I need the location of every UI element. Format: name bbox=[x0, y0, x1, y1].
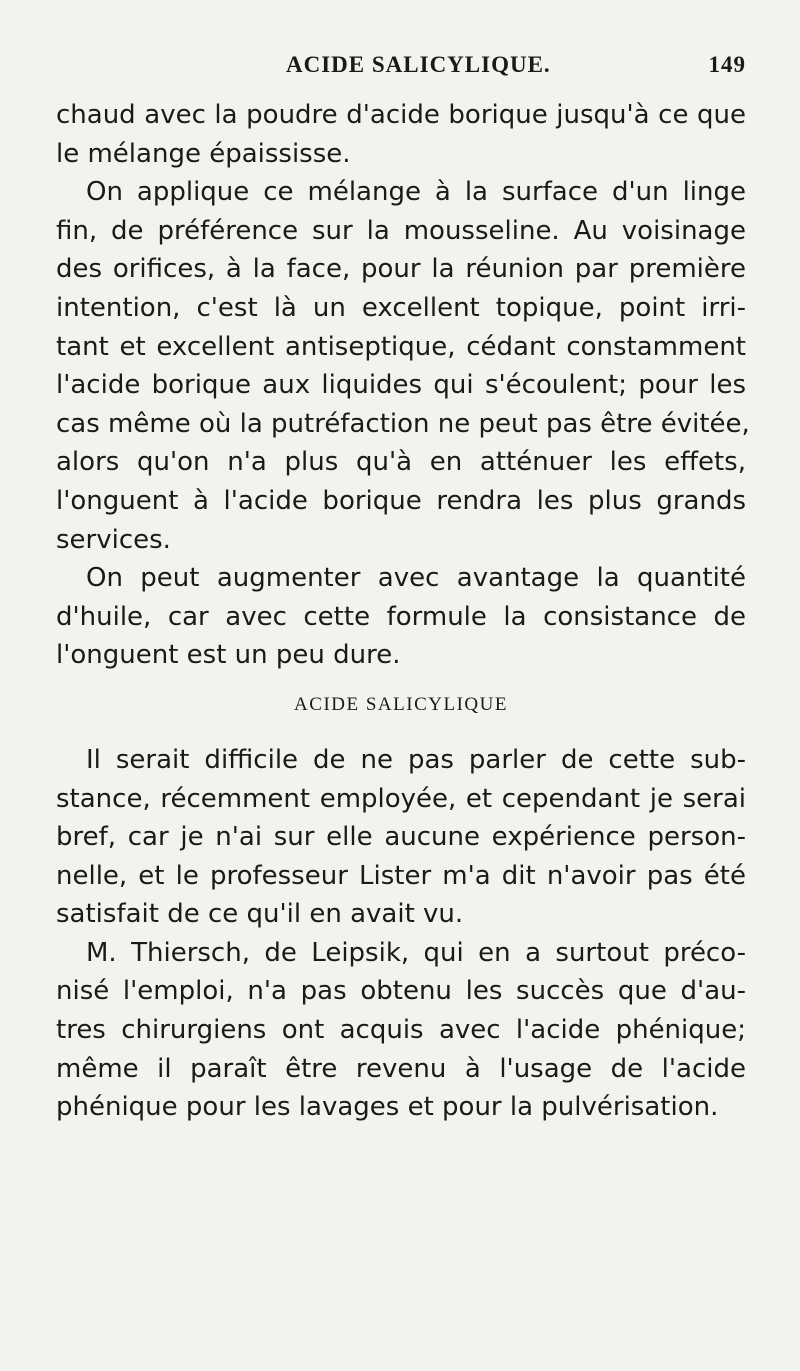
text-line: bref, car je n'ai sur elle aucune expérience person- bbox=[56, 822, 746, 853]
paragraph-linge bbox=[56, 173, 750, 559]
text-line: M. Thiersch, de Leipsik, qui en a surtout préco- bbox=[86, 937, 746, 968]
text-line: tant et excellent antiseptique, cédant constamment bbox=[56, 331, 746, 362]
text-line: stance, récemment employée, et cependant je serai bbox=[56, 783, 746, 814]
text-line: satisfait de ce qu'il en avait vu. bbox=[56, 899, 464, 930]
text-line: même il paraît être revenu à l'usage de l'acide bbox=[56, 1053, 746, 1084]
running-head bbox=[56, 52, 746, 96]
text-line: services. bbox=[56, 524, 171, 555]
text-line: le mélange épaississe. bbox=[56, 138, 351, 169]
text-line: intention, c'est là un excellent topique, point irri- bbox=[56, 292, 746, 323]
text-line: l'onguent à l'acide borique rendra les plus grands bbox=[56, 485, 746, 516]
text-line: l'onguent est un peu dure. bbox=[56, 640, 401, 671]
running-title: ACIDE SALICYLIQUE. bbox=[286, 52, 551, 77]
text-line: cas même où la putréfaction ne peut pas être évitée, bbox=[56, 408, 750, 439]
text-line: chaud avec la poudre d'acide borique jusqu'à ce que bbox=[56, 100, 746, 130]
paragraph-huile bbox=[56, 559, 746, 675]
text-line: On applique ce mélange à la surface d'un linge bbox=[86, 177, 746, 208]
text-line: Il serait difficile de ne pas parler de cette sub- bbox=[86, 744, 746, 775]
book-page bbox=[56, 52, 750, 1127]
text-line: alors qu'on n'a plus qu'à en atténuer les effets, bbox=[56, 447, 746, 478]
text-line: des orifices, à la face, pour la réunion par première bbox=[56, 254, 746, 285]
paragraph-continuation bbox=[56, 96, 746, 173]
text-line: tres chirurgiens ont acquis avec l'acide phénique; bbox=[56, 1015, 746, 1046]
text-line: On peut augmenter avec avantage la quantité bbox=[86, 563, 746, 594]
text-line: phénique pour les lavages et pour la pulvérisation. bbox=[56, 1092, 719, 1123]
text-line: nelle, et le professeur Lister m'a dit n'avoir pas été bbox=[56, 860, 746, 891]
text-line: d'huile, car avec cette formule la consistance de bbox=[56, 601, 746, 632]
text-line: l'acide borique aux liquides qui s'écoulent; pour les bbox=[56, 370, 746, 401]
text-line: fin, de préférence sur la mousseline. Au voisinage bbox=[56, 215, 746, 246]
text-line: nisé l'emploi, n'a pas obtenu les succès que d'au- bbox=[56, 976, 746, 1007]
paragraph-thiersch bbox=[56, 934, 746, 1127]
paragraph-salicylique-intro bbox=[56, 741, 746, 934]
section-heading: ACIDE SALICYLIQUE bbox=[294, 693, 508, 715]
page-number: 149 bbox=[708, 52, 746, 77]
